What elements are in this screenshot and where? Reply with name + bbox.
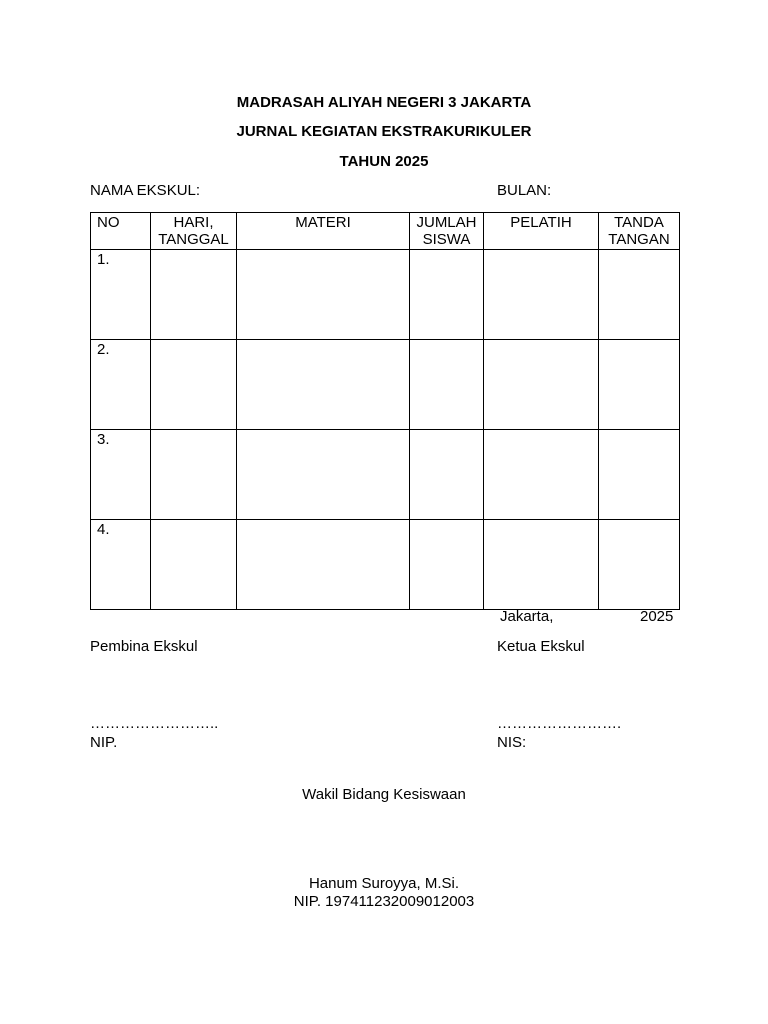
material-cell[interactable]	[237, 340, 410, 430]
date-cell[interactable]	[151, 520, 237, 610]
column-header-signature: TANDA TANGAN	[599, 213, 680, 250]
coach-cell[interactable]	[484, 340, 599, 430]
row-number: 1.	[91, 250, 151, 340]
row-number: 4.	[91, 520, 151, 610]
journal-table	[90, 212, 680, 610]
supervisor-role: Pembina Ekskul	[90, 638, 198, 655]
supervisor-nip-label: NIP.	[90, 734, 118, 751]
signature-year: 2025	[640, 608, 674, 625]
coach-cell[interactable]	[484, 520, 599, 610]
column-header-student-count: JUMLAH SISWA	[410, 213, 484, 250]
document-title: JURNAL KEGIATAN EKSTRAKURIKULER	[236, 123, 532, 140]
month-label: BULAN:	[497, 182, 552, 199]
student-count-cell[interactable]	[410, 520, 484, 610]
document-year: TAHUN 2025	[339, 153, 429, 170]
table-row	[91, 430, 680, 520]
column-header-material: MATERI	[237, 213, 410, 250]
table-header-row	[91, 213, 680, 250]
signature-cell[interactable]	[599, 250, 680, 340]
vice-principal-name: Hanum Suroyya, M.Si.	[308, 875, 460, 892]
material-cell[interactable]	[237, 520, 410, 610]
chairman-nis-label: NIS:	[497, 734, 527, 751]
column-header-date: HARI, TANGGAL	[151, 213, 237, 250]
column-header-coach: PELATIH	[484, 213, 599, 250]
signature-cell[interactable]	[599, 340, 680, 430]
row-number: 2.	[91, 340, 151, 430]
signature-place: Jakarta,	[500, 608, 554, 625]
date-cell[interactable]	[151, 250, 237, 340]
ekskul-name-label: NAMA EKSKUL:	[90, 182, 201, 199]
signature-cell[interactable]	[599, 430, 680, 520]
student-count-cell[interactable]	[410, 430, 484, 520]
school-name: MADRASAH ALIYAH NEGERI 3 JAKARTA	[236, 94, 532, 111]
coach-cell[interactable]	[484, 430, 599, 520]
material-cell[interactable]	[237, 430, 410, 520]
table-row	[91, 340, 680, 430]
student-count-cell[interactable]	[410, 340, 484, 430]
vice-principal-nip: NIP. 197411232009012003	[293, 893, 475, 910]
material-cell[interactable]	[237, 250, 410, 340]
supervisor-name-line: ……………………..	[90, 715, 219, 732]
chairman-name-line: …………………….	[497, 715, 622, 732]
coach-cell[interactable]	[484, 250, 599, 340]
vice-principal-role: Wakil Bidang Kesiswaan	[302, 786, 466, 803]
row-number: 3.	[91, 430, 151, 520]
date-cell[interactable]	[151, 340, 237, 430]
signature-cell[interactable]	[599, 520, 680, 610]
table-row	[91, 250, 680, 340]
table-row	[91, 520, 680, 610]
column-header-no: NO	[91, 213, 151, 250]
date-cell[interactable]	[151, 430, 237, 520]
student-count-cell[interactable]	[410, 250, 484, 340]
chairman-role: Ketua Ekskul	[497, 638, 585, 655]
